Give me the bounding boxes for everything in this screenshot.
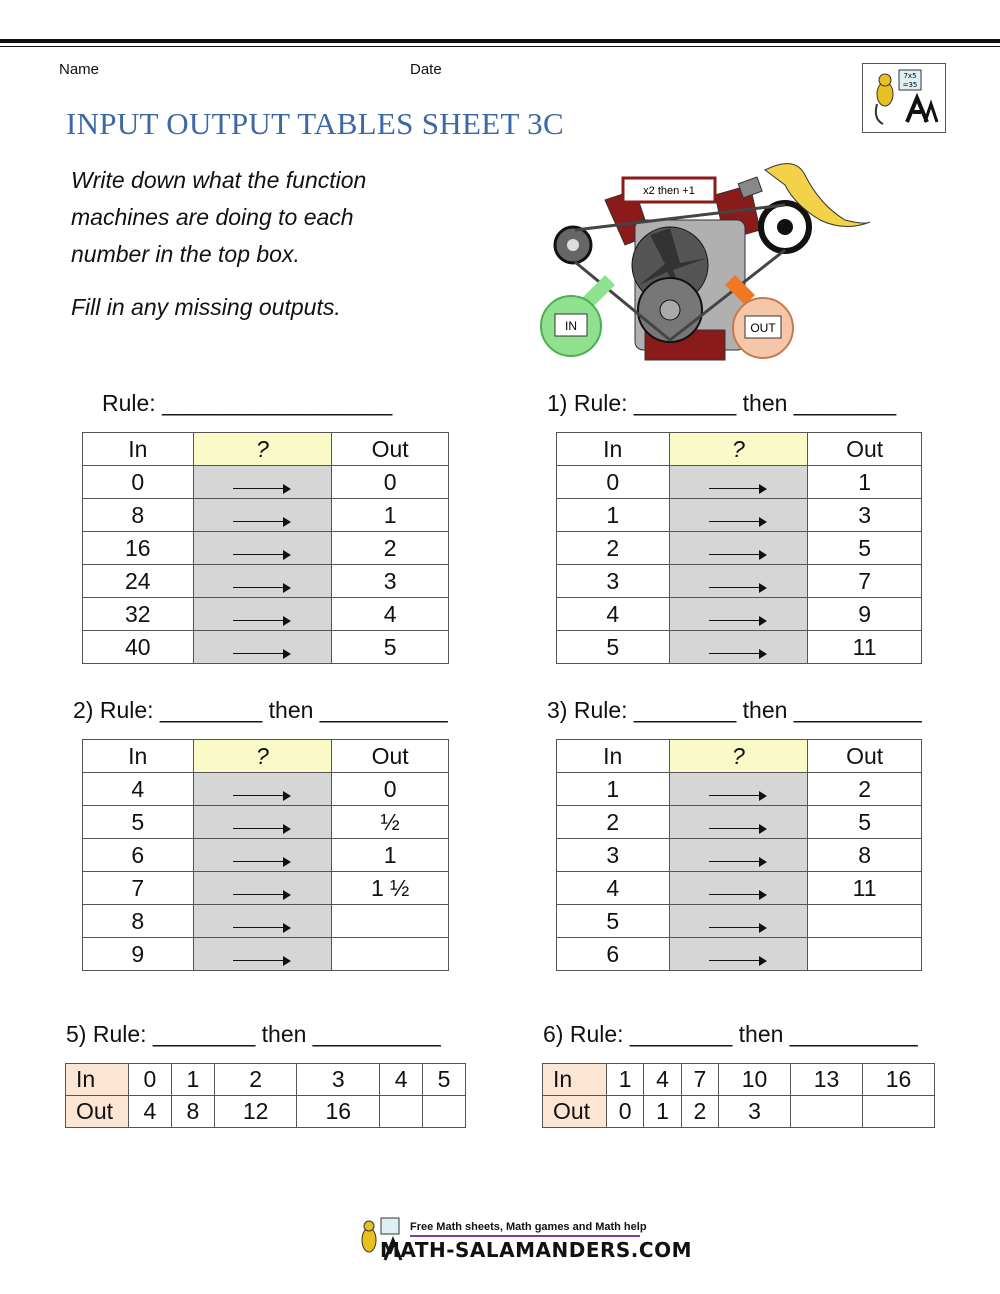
in-cell: 16	[863, 1064, 935, 1096]
rule-cell[interactable]	[193, 565, 332, 598]
page-title: INPUT OUTPUT TABLES SHEET 3C	[66, 106, 564, 141]
header-out: Out	[808, 740, 922, 773]
table-header-row	[83, 740, 449, 773]
table-row	[83, 532, 449, 565]
input-cell: 8	[83, 905, 194, 938]
header-question: ?	[669, 433, 808, 466]
in-cell: 4	[380, 1064, 423, 1096]
table-row	[557, 839, 922, 872]
rule-5: 5) Rule: ________ then __________	[66, 1021, 441, 1047]
rule-example: Rule: __________________	[102, 390, 393, 416]
arrow-right-icon	[233, 548, 291, 560]
rule-cell[interactable]	[669, 773, 808, 806]
in-cell: 13	[791, 1064, 863, 1096]
rule-cell[interactable]	[193, 499, 332, 532]
arrow-right-icon	[233, 822, 291, 834]
table-row	[557, 565, 922, 598]
output-cell-blank[interactable]	[332, 938, 449, 971]
header-in: In	[83, 740, 194, 773]
output-cell: 5	[808, 532, 922, 565]
header-in: In	[557, 740, 670, 773]
arrow-right-icon	[709, 954, 767, 966]
out-label-cell: Out	[66, 1096, 129, 1128]
input-cell: 40	[83, 631, 194, 664]
rule-cell[interactable]	[669, 938, 808, 971]
arrow-right-icon	[233, 888, 291, 900]
arrow-right-icon	[709, 647, 767, 659]
out-cell: 2	[681, 1096, 718, 1128]
input-cell: 2	[557, 532, 670, 565]
footer-divider	[410, 1235, 640, 1237]
table-row	[557, 773, 922, 806]
rule-cell[interactable]	[669, 499, 808, 532]
instruction-line-1: Write down what the function	[71, 167, 367, 193]
table-row	[557, 938, 922, 971]
table-row	[557, 905, 922, 938]
table-row	[83, 872, 449, 905]
out-cell-blank[interactable]	[423, 1096, 466, 1128]
input-cell: 5	[557, 631, 670, 664]
in-cell: 4	[644, 1064, 681, 1096]
in-cell: 1	[171, 1064, 214, 1096]
rule-cell[interactable]	[193, 466, 332, 499]
out-cell: 12	[214, 1096, 297, 1128]
arrow-right-icon	[233, 647, 291, 659]
arrow-right-icon	[709, 614, 767, 626]
output-cell: 11	[808, 872, 922, 905]
machine-out-label: OUT	[750, 321, 776, 335]
io-table-6	[542, 1063, 935, 1128]
output-cell: 2	[808, 773, 922, 806]
out-cell: 3	[719, 1096, 791, 1128]
table-row	[83, 631, 449, 664]
rule-3: 3) Rule: ________ then __________	[547, 697, 922, 723]
rule-cell[interactable]	[669, 631, 808, 664]
rule-cell[interactable]	[193, 532, 332, 565]
rule-cell[interactable]	[669, 839, 808, 872]
output-cell: 3	[332, 565, 449, 598]
rule-cell[interactable]	[669, 806, 808, 839]
out-cell: 8	[171, 1096, 214, 1128]
output-cell: 2	[332, 532, 449, 565]
io-table-1	[556, 432, 922, 664]
footer-brand: MATH-SALAMANDERS.COM	[380, 1238, 692, 1262]
out-cell: 0	[607, 1096, 644, 1128]
rule-cell[interactable]	[193, 631, 332, 664]
header-out: Out	[332, 740, 449, 773]
out-cell: 4	[129, 1096, 172, 1128]
in-label-cell: In	[543, 1064, 607, 1096]
machine-label: x2 then +1	[643, 185, 695, 197]
output-cell: 9	[808, 598, 922, 631]
rule-cell[interactable]	[193, 773, 332, 806]
header-question: ?	[669, 740, 808, 773]
output-cell: 1	[808, 466, 922, 499]
in-label-cell: In	[66, 1064, 129, 1096]
header-out: Out	[332, 433, 449, 466]
rule-cell[interactable]	[669, 905, 808, 938]
input-cell: 2	[557, 806, 670, 839]
rule-cell[interactable]	[193, 839, 332, 872]
output-cell: 7	[808, 565, 922, 598]
arrow-right-icon	[709, 482, 767, 494]
rule-cell[interactable]	[193, 938, 332, 971]
input-cell: 3	[557, 565, 670, 598]
header-out: Out	[808, 433, 922, 466]
in-row	[66, 1064, 466, 1096]
output-cell: 5	[332, 631, 449, 664]
table-row	[557, 466, 922, 499]
in-row	[543, 1064, 935, 1096]
input-cell: 8	[83, 499, 194, 532]
header-in: In	[557, 433, 670, 466]
name-label: Name	[59, 61, 100, 78]
input-cell: 7	[83, 872, 194, 905]
arrow-right-icon	[709, 822, 767, 834]
out-cell-blank[interactable]	[380, 1096, 423, 1128]
logo-text-bottom: =35	[902, 81, 918, 89]
table-row	[83, 565, 449, 598]
output-cell: 1 ½	[332, 872, 449, 905]
input-cell: 1	[557, 773, 670, 806]
output-cell: 1	[332, 839, 449, 872]
input-cell: 4	[557, 872, 670, 905]
table-header-row	[83, 433, 449, 466]
instruction-line-2: machines are doing to each	[71, 204, 354, 230]
output-cell: 0	[332, 466, 449, 499]
output-cell: ½	[332, 806, 449, 839]
input-cell: 9	[83, 938, 194, 971]
machine-in-label: IN	[565, 319, 577, 333]
output-cell-blank[interactable]	[332, 905, 449, 938]
input-cell: 5	[83, 806, 194, 839]
in-cell: 3	[297, 1064, 380, 1096]
header-in: In	[83, 433, 194, 466]
table-row	[83, 773, 449, 806]
rule-cell[interactable]	[669, 565, 808, 598]
input-cell: 1	[557, 499, 670, 532]
in-cell: 10	[719, 1064, 791, 1096]
table-row	[83, 598, 449, 631]
arrow-right-icon	[709, 888, 767, 900]
header-question: ?	[193, 740, 332, 773]
function-machine-illustration	[535, 150, 875, 365]
output-cell: 4	[332, 598, 449, 631]
output-cell: 1	[332, 499, 449, 532]
rule-cell[interactable]	[669, 466, 808, 499]
table-row	[557, 631, 922, 664]
rule-cell[interactable]	[669, 532, 808, 565]
logo-text-top: 7x5	[903, 72, 917, 80]
rule-1: 1) Rule: ________ then ________	[547, 390, 897, 416]
io-table-2	[82, 739, 449, 971]
rule-2: 2) Rule: ________ then __________	[73, 697, 448, 723]
input-cell: 4	[83, 773, 194, 806]
out-row	[543, 1096, 935, 1128]
table-row	[557, 806, 922, 839]
in-cell: 2	[214, 1064, 297, 1096]
table-row	[83, 806, 449, 839]
out-cell-blank[interactable]	[863, 1096, 935, 1128]
output-cell: 8	[808, 839, 922, 872]
arrow-right-icon	[709, 581, 767, 593]
top-rule-thick	[0, 39, 1000, 43]
table-header-row	[557, 740, 922, 773]
arrow-right-icon	[233, 515, 291, 527]
arrow-right-icon	[709, 921, 767, 933]
input-cell: 24	[83, 565, 194, 598]
rule-cell[interactable]	[669, 872, 808, 905]
table-row	[557, 499, 922, 532]
io-table-5	[65, 1063, 466, 1128]
table-row	[83, 905, 449, 938]
output-cell: 3	[808, 499, 922, 532]
arrow-right-icon	[233, 855, 291, 867]
out-cell: 1	[644, 1096, 681, 1128]
input-cell: 5	[557, 905, 670, 938]
table-row	[557, 598, 922, 631]
input-cell: 0	[557, 466, 670, 499]
arrow-right-icon	[233, 954, 291, 966]
io-table-3	[556, 739, 922, 971]
output-cell-blank[interactable]	[808, 905, 922, 938]
instruction-line-4: Fill in any missing outputs.	[71, 294, 341, 320]
table-row	[83, 499, 449, 532]
output-cell-blank[interactable]	[808, 938, 922, 971]
rule-6: 6) Rule: ________ then __________	[543, 1021, 918, 1047]
arrow-right-icon	[709, 855, 767, 867]
arrow-right-icon	[709, 789, 767, 801]
rule-cell[interactable]	[669, 598, 808, 631]
table-row	[557, 532, 922, 565]
table-row	[557, 872, 922, 905]
in-cell: 0	[129, 1064, 172, 1096]
output-cell: 0	[332, 773, 449, 806]
arrow-right-icon	[709, 548, 767, 560]
table-row	[83, 839, 449, 872]
in-cell: 5	[423, 1064, 466, 1096]
rule-cell[interactable]	[193, 598, 332, 631]
arrow-right-icon	[233, 581, 291, 593]
input-cell: 6	[83, 839, 194, 872]
input-cell: 4	[557, 598, 670, 631]
rule-cell[interactable]	[193, 806, 332, 839]
io-table-example	[82, 432, 449, 664]
output-cell: 5	[808, 806, 922, 839]
input-cell: 16	[83, 532, 194, 565]
rule-cell[interactable]	[193, 872, 332, 905]
arrow-right-icon	[233, 482, 291, 494]
table-row	[83, 466, 449, 499]
arrow-right-icon	[233, 789, 291, 801]
header-question: ?	[193, 433, 332, 466]
input-cell: 0	[83, 466, 194, 499]
out-row	[66, 1096, 466, 1128]
top-rule-thin	[0, 46, 1000, 47]
footer-tagline: Free Math sheets, Math games and Math help	[410, 1221, 647, 1233]
arrow-right-icon	[233, 921, 291, 933]
table-row	[83, 938, 449, 971]
input-cell: 6	[557, 938, 670, 971]
input-cell: 32	[83, 598, 194, 631]
in-cell: 7	[681, 1064, 718, 1096]
instruction-line-3: number in the top box.	[71, 241, 300, 267]
date-label: Date	[410, 61, 442, 78]
out-cell: 16	[297, 1096, 380, 1128]
table-header-row	[557, 433, 922, 466]
output-cell: 11	[808, 631, 922, 664]
out-cell-blank[interactable]	[791, 1096, 863, 1128]
in-cell: 1	[607, 1064, 644, 1096]
arrow-right-icon	[233, 614, 291, 626]
instructions	[71, 162, 431, 326]
out-label-cell: Out	[543, 1096, 607, 1128]
input-cell: 3	[557, 839, 670, 872]
salamander-logo	[862, 63, 946, 133]
arrow-right-icon	[709, 515, 767, 527]
rule-cell[interactable]	[193, 905, 332, 938]
